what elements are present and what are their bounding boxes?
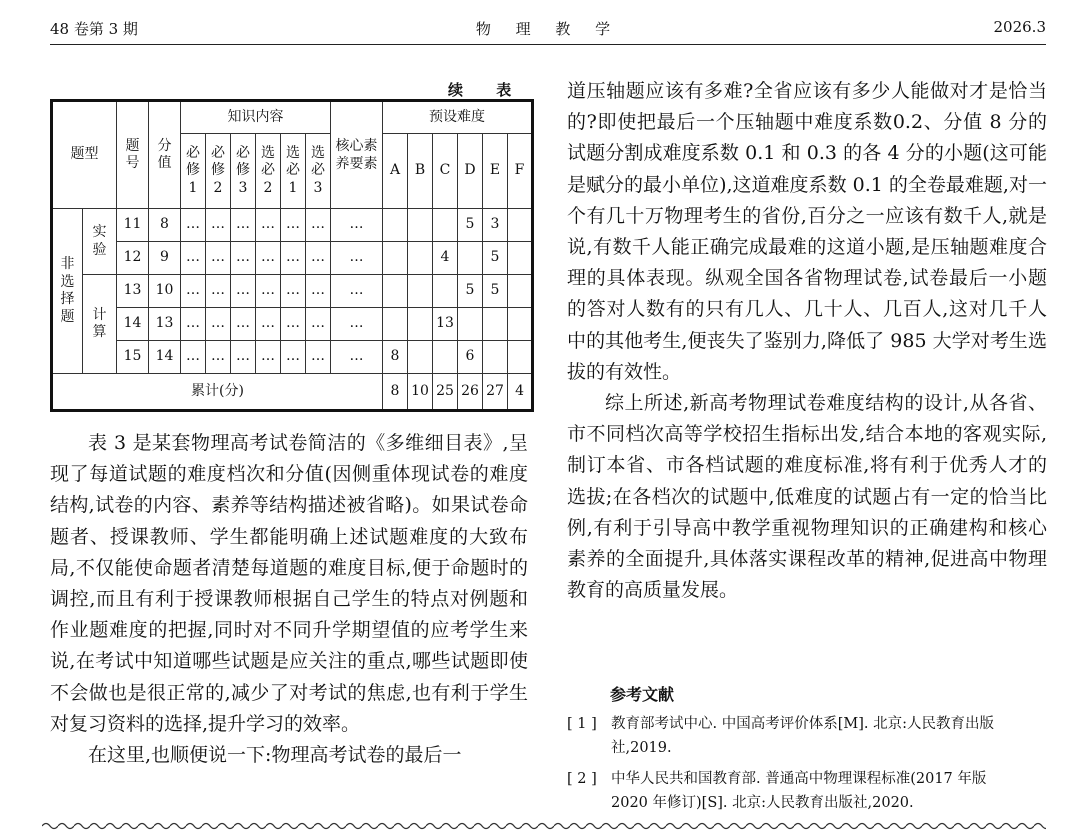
question-score: 13 [149, 308, 181, 341]
reference-number: [ 2 ] [567, 771, 597, 787]
question-score: 9 [149, 242, 181, 275]
reference-text: 中华人民共和国教育部. 普通高中物理课程标准(2017 年版 [611, 771, 987, 787]
diff-cell [408, 242, 433, 275]
diff-cell [483, 308, 508, 341]
ellipsis-cell: … [281, 209, 306, 242]
ellipsis-cell: … [306, 209, 331, 242]
paragraph: 道压轴题应该有多难?全省应该有多少人能做对才是恰当的?即使把最后一个压轴题中难度系数0.2、分值 8 分的试题分割成难度系数 0.1 和 0.3 的各 4 分的小题(这可能是赋分的最小单位),这道难度系数 0.1 的全卷最难题,对一个有几十万物理考生的省份,百分之一应该有数千人,就是说,有数千人能正确完成最难的这道小题,是压轴题难度合理的具体表现。纵观全国各省物理试卷,试卷最后一小题的答对人数有的只有几人、几十人、几百人,这对几千人中的其他考生,便丧失了鉴别力,降低了 985 大学对考生选拔的有效性。 [567, 80, 1047, 383]
question-score: 8 [149, 209, 181, 242]
knowledge-col: 必修3 [231, 134, 256, 209]
table-row [52, 242, 533, 275]
running-header [50, 18, 1046, 44]
diff-cell: 13 [433, 308, 458, 341]
question-score: 10 [149, 275, 181, 308]
diff-cell [383, 275, 408, 308]
paragraph: 在这里,也顺便说一下:物理高考试卷的最后一 [88, 744, 462, 767]
group-nonchoice: 非选择题 [52, 209, 83, 374]
table-row [52, 341, 533, 374]
ellipsis-cell: … [331, 242, 383, 275]
total-cell: 27 [483, 374, 508, 411]
diff-cell: 4 [433, 242, 458, 275]
diff-cell [508, 341, 533, 374]
ellipsis-cell: … [281, 308, 306, 341]
issue-label: 48 卷第 3 期 [50, 20, 138, 38]
question-number: 14 [117, 308, 149, 341]
reference-item [567, 712, 1047, 760]
ellipsis-cell: … [331, 308, 383, 341]
header-question-number: 题号 [117, 101, 149, 209]
diff-cell: 8 [383, 341, 408, 374]
reference-item [567, 767, 1047, 815]
total-cell: 4 [508, 374, 533, 411]
total-cell: 25 [433, 374, 458, 411]
paragraph: 综上所述,新高考物理试卷难度结构的设计,从各省、市不同档次高等学校招生指标出发,结合本地的客观实际,制订本省、市各档试题的难度标准,将有利于优秀人才的选拔;在各档次的试题中,低难度的试题占有一定的恰当比例,有利于引导高中教学重视物理知识的正确建构和核心素养的全面提升,具体落实课程改革的精神,促进高中物理教育的高质量发展。 [567, 392, 1047, 602]
question-number: 11 [117, 209, 149, 242]
diff-cell [433, 275, 458, 308]
ellipsis-cell: … [231, 308, 256, 341]
diff-cell [433, 341, 458, 374]
journal-title: 物 理 教 学 [475, 20, 621, 38]
knowledge-col: 选必1 [281, 134, 306, 209]
difficulty-table [50, 99, 534, 412]
ellipsis-cell: … [206, 308, 231, 341]
diff-cell [383, 242, 408, 275]
table-row [52, 308, 533, 341]
diff-cell [383, 308, 408, 341]
right-column-text [567, 76, 1047, 606]
ellipsis-cell: … [181, 341, 206, 374]
reference-text: 教育部考试中心. 中国高考评价体系[M]. 北京:人民教育出版 [611, 716, 994, 732]
difficulty-col-f: F [508, 134, 533, 209]
ellipsis-cell: … [256, 341, 281, 374]
ellipsis-cell: … [331, 341, 383, 374]
ellipsis-cell: … [181, 308, 206, 341]
ellipsis-cell: … [256, 209, 281, 242]
table-row [52, 209, 533, 242]
bottom-decorative-border [42, 820, 1046, 830]
question-number: 12 [117, 242, 149, 275]
ellipsis-cell: … [256, 275, 281, 308]
table-continued-label: 续 表 [448, 81, 526, 99]
diff-cell: 6 [458, 341, 483, 374]
ellipsis-cell: … [231, 341, 256, 374]
ellipsis-cell: … [256, 308, 281, 341]
ellipsis-cell: … [306, 242, 331, 275]
ellipsis-cell: … [281, 275, 306, 308]
subgroup-calculation: 计算 [83, 275, 117, 374]
reference-number: [ 1 ] [567, 716, 597, 732]
total-cell: 8 [383, 374, 408, 411]
difficulty-col-e: E [483, 134, 508, 209]
diff-cell [508, 209, 533, 242]
subgroup-experiment: 实验 [83, 209, 117, 275]
diff-cell: 3 [483, 209, 508, 242]
ellipsis-cell: … [231, 209, 256, 242]
diff-cell [508, 242, 533, 275]
total-cell: 26 [458, 374, 483, 411]
diff-cell: 5 [458, 275, 483, 308]
ellipsis-cell: … [181, 275, 206, 308]
header-knowledge: 知识内容 [181, 101, 331, 134]
diff-cell: 5 [483, 242, 508, 275]
difficulty-col-a: A [383, 134, 408, 209]
header-difficulty: 预设难度 [383, 101, 533, 134]
ellipsis-cell: … [256, 242, 281, 275]
ellipsis-cell: … [206, 275, 231, 308]
diff-cell [408, 209, 433, 242]
knowledge-col: 选必2 [256, 134, 281, 209]
ellipsis-cell: … [181, 242, 206, 275]
difficulty-col-c: C [433, 134, 458, 209]
diff-cell: 5 [483, 275, 508, 308]
ellipsis-cell: … [306, 275, 331, 308]
paragraph: 表 3 是某套物理高考试卷简洁的《多维细目表》,呈现了每道试题的难度档次和分值(因侧重体现试卷的难度结构,试卷的内容、素养等结构描述被省略)。如果试卷命题者、授课教师、学生都能明确上述试题难度的大致布局,不仅能使命题者清楚每道题的难度目标,便于命题时的调控,而且有利于授课教师根据自己学生的特点对例题和作业题难度的把握,同时对不同升学期望值的应考学生来说,在考试中知道哪些试题是应关注的重点,哪些试题即使不会做也是很正常的,减少了对考试的焦虑,也有利于学生对复习资料的选择,提升学习的效率。 [50, 432, 528, 735]
knowledge-col: 选必3 [306, 134, 331, 209]
ellipsis-cell: … [306, 308, 331, 341]
reference-text-cont: 社,2019. [611, 740, 672, 756]
ellipsis-cell: … [231, 275, 256, 308]
diff-cell [458, 308, 483, 341]
diff-cell [408, 275, 433, 308]
question-number: 15 [117, 341, 149, 374]
ellipsis-cell: … [206, 341, 231, 374]
question-score: 14 [149, 341, 181, 374]
diff-cell [508, 308, 533, 341]
ellipsis-cell: … [206, 242, 231, 275]
ellipsis-cell: … [281, 242, 306, 275]
table-total-row [52, 374, 533, 411]
header-score: 分值 [149, 101, 181, 209]
table-row [52, 275, 533, 308]
ellipsis-cell: … [181, 209, 206, 242]
diff-cell [433, 209, 458, 242]
difficulty-col-d: D [458, 134, 483, 209]
difficulty-col-b: B [408, 134, 433, 209]
ellipsis-cell: … [231, 242, 256, 275]
diff-cell: 5 [458, 209, 483, 242]
reference-text-cont: 2020 年修订)[S]. 北京:人民教育出版社,2020. [611, 795, 914, 811]
diff-cell [458, 242, 483, 275]
ellipsis-cell: … [281, 341, 306, 374]
knowledge-col: 必修2 [206, 134, 231, 209]
total-cell: 10 [408, 374, 433, 411]
ellipsis-cell: … [331, 209, 383, 242]
diff-cell [408, 341, 433, 374]
header-core-literacy: 核心素养要素 [331, 101, 383, 209]
question-number: 13 [117, 275, 149, 308]
references-heading: 参考文献 [610, 685, 675, 704]
ellipsis-cell: … [206, 209, 231, 242]
issue-date: 2026.3 [993, 18, 1046, 36]
ellipsis-cell: … [331, 275, 383, 308]
diff-cell [383, 209, 408, 242]
header-rule [50, 44, 1046, 45]
diff-cell [508, 275, 533, 308]
header-question-type: 题型 [52, 101, 117, 209]
ellipsis-cell: … [306, 341, 331, 374]
left-column-text [50, 428, 528, 771]
total-label: 累计(分) [52, 374, 383, 411]
diff-cell [483, 341, 508, 374]
diff-cell [408, 308, 433, 341]
knowledge-col: 必修1 [181, 134, 206, 209]
